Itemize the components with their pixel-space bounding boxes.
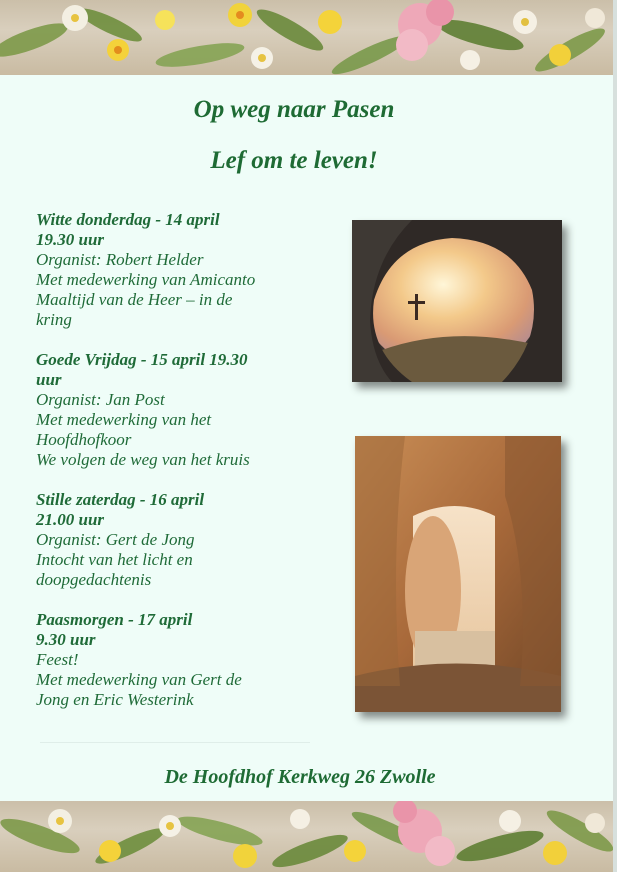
event-line: Jong en Eric Westerink xyxy=(36,690,194,709)
event-line: Organist: Gert de Jong xyxy=(36,530,195,549)
cross-cave-photo xyxy=(352,220,562,382)
event-heading: Stille zaterdag - 16 april xyxy=(36,490,205,509)
empty-tomb-photo xyxy=(355,436,561,712)
event-line: Met medewerking van het xyxy=(36,410,212,429)
flowers-illustration xyxy=(0,801,613,872)
event-time: uur xyxy=(36,370,62,389)
event-heading: Witte donderdag - 14 april xyxy=(36,210,220,229)
event-line: Intocht van het licht en xyxy=(36,550,193,569)
event-line: kring xyxy=(36,310,72,329)
event-paasmorgen xyxy=(36,610,326,710)
event-heading: Goede Vrijdag - 15 april 19.30 xyxy=(36,350,248,369)
event-line: Met medewerking van Gert de xyxy=(36,670,242,689)
event-line: We volgen de weg van het kruis xyxy=(36,450,250,469)
event-line: doopgedachtenis xyxy=(36,570,152,589)
event-line: Organist: Robert Helder xyxy=(36,250,204,269)
event-line: Maaltijd van de Heer – in de xyxy=(36,290,233,309)
event-line: Hoofdhofkoor xyxy=(36,430,132,449)
event-stille-zaterdag xyxy=(36,490,326,590)
event-time: 19.30 uur xyxy=(36,230,105,249)
floral-banner-top xyxy=(0,0,613,75)
event-line: Organist: Jan Post xyxy=(36,390,165,409)
page-subtitle: Lef om te leven! xyxy=(210,147,378,174)
event-goede-vrijdag xyxy=(36,350,326,470)
event-heading: Paasmorgen - 17 april xyxy=(36,610,193,629)
event-time: 21.00 uur xyxy=(36,510,105,529)
flowers-illustration xyxy=(0,0,613,75)
event-witte-donderdag xyxy=(36,210,326,330)
page-edge xyxy=(613,0,617,872)
floral-banner-bottom xyxy=(0,801,613,872)
address-footer: De Hoofdhof Kerkweg 26 Zwolle xyxy=(164,766,436,788)
event-line: Met medewerking van Amicanto xyxy=(36,270,256,289)
event-time: 9.30 uur xyxy=(36,630,96,649)
event-list xyxy=(36,210,326,730)
page-title: Op weg naar Pasen xyxy=(193,96,395,123)
divider-line xyxy=(40,742,310,743)
event-line: Feest! xyxy=(36,650,79,669)
